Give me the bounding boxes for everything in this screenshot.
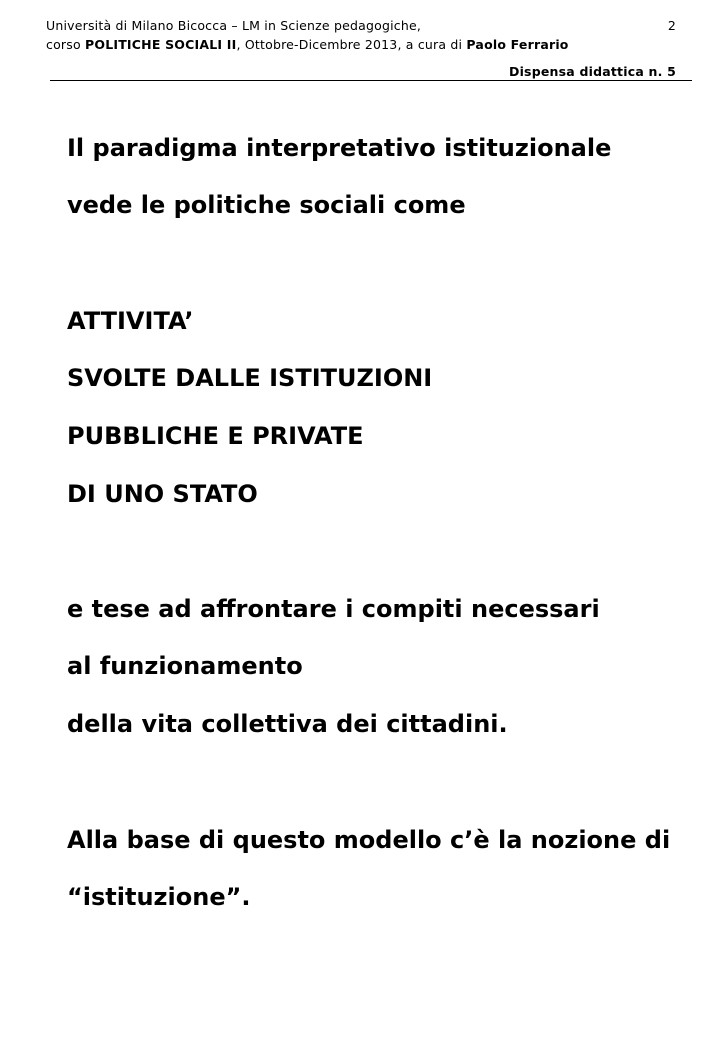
body-line: vede le politiche sociali come [67, 191, 466, 219]
header-course-line [46, 35, 676, 54]
dispensa-label: Dispensa didattica n. 5 [509, 64, 676, 79]
body-line: SVOLTE DALLE ISTITUZIONI [67, 364, 433, 392]
body-line: al funzionamento [67, 652, 303, 680]
body-line: Alla base di questo modello c’è la nozione di [67, 826, 671, 854]
page-number: 2 [667, 18, 676, 33]
body-line: PUBBLICHE E PRIVATE [67, 422, 364, 450]
page-header [46, 16, 676, 79]
header-course-prefix: corso [46, 37, 85, 52]
body-line: della vita collettiva dei cittadini. [67, 710, 508, 738]
header-course-dates: , Ottobre-Dicembre 2013, a cura di [236, 37, 467, 52]
body-line: Il paradigma interpretativo istituzionale [67, 134, 612, 162]
header-university-line: Università di Milano Bicocca – LM in Scienze pedagogiche, [46, 18, 422, 33]
body-line: “istituzione”. [67, 883, 251, 911]
header-course-name: POLITICHE SOCIALI II [85, 37, 237, 52]
body-line: e tese ad affrontare i compiti necessari [67, 595, 600, 623]
header-divider [50, 80, 692, 81]
header-author: Paolo Ferrario [466, 37, 569, 52]
body-line: ATTIVITA’ [67, 307, 194, 335]
body-line: DI UNO STATO [67, 480, 258, 508]
